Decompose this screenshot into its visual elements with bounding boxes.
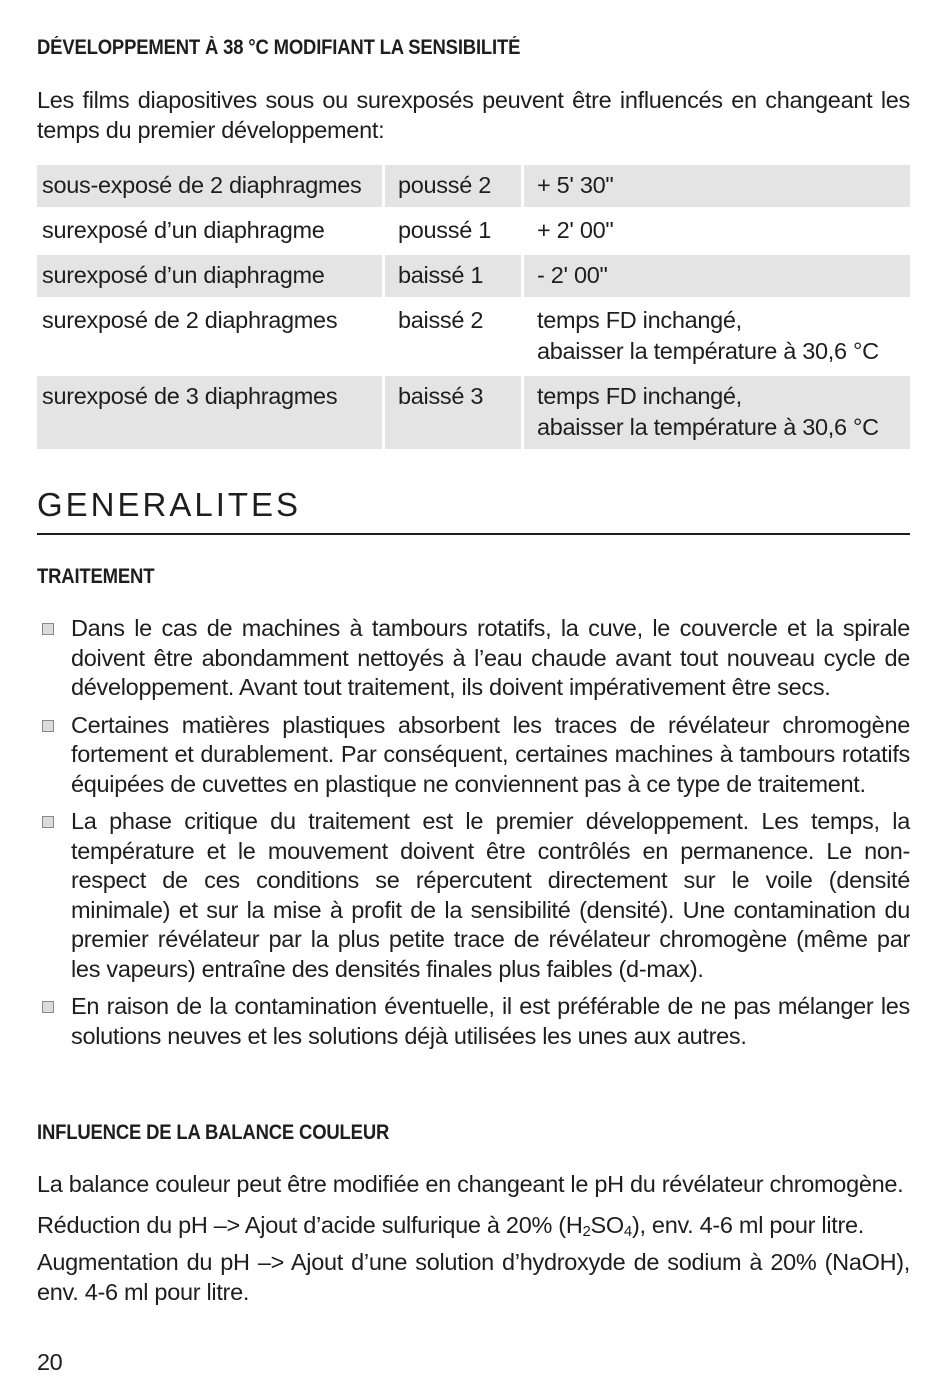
- time-text: temps FD inchangé,: [537, 383, 742, 409]
- list-item: [37, 807, 910, 984]
- action-cell: baissé 1: [385, 255, 524, 297]
- action-cell: poussé 2: [385, 165, 524, 207]
- bullet-text: Dans le cas de machines à tambours rotatifs, la cuve, le couvercle et la spirale doivent être abondamment nettoyés à l’eau chaude avant tout nouveau cycle de développement. Avant tout traitement, ils doivent impérativement être secs.: [71, 615, 910, 700]
- time-text: + 2' 00": [537, 217, 614, 243]
- balance-paragraph: La balance couleur peut être modifiée en changeant le pH du révélateur chromogène.: [37, 1171, 904, 1197]
- section-title-generalites: GENERALITES: [37, 486, 910, 535]
- section-heading-development: DÉVELOPPEMENT À 38 °C MODIFIANT LA SENSIBILITÉ: [37, 36, 521, 59]
- intro-paragraph: Les films diapositives sous ou surexposés peuvent être influencés en changeant les temps du premier développement:: [37, 87, 910, 143]
- bullet-text: La phase critique du traitement est le premier développement. Les temps, la température et le mouvement doivent être contrôlés en permanence. Le non-respect de ces conditions se répercutent directement sur le voile (densité minimale) et sur la mise à profit de la sensibilité (densité). Une contamination du premier révélateur par la plus petite trace de révélateur chromogène (même par les vapeurs) entraîne des densités finales plus faibles (d-max).: [71, 808, 910, 982]
- table-row: [37, 300, 910, 373]
- square-bullet-icon: [42, 816, 54, 828]
- action-cell: baissé 3: [385, 376, 524, 449]
- subscript-2: 2: [582, 1223, 591, 1240]
- treatment-bullet-list: [37, 614, 910, 1059]
- exposure-cell: sous-exposé de 2 diaphragmes: [37, 165, 385, 207]
- exposure-cell: surexposé de 3 diaphragmes: [37, 376, 385, 449]
- list-item: [37, 992, 910, 1051]
- reduction-text-mid: SO: [590, 1212, 624, 1238]
- time-cell: [524, 210, 910, 252]
- time-text: temps FD inchangé,: [537, 307, 742, 333]
- exposure-cell: surexposé d’un diaphragme: [37, 210, 385, 252]
- time-cell: [524, 300, 910, 373]
- bullet-text: En raison de la contamination éventuelle, il est préférable de ne pas mélanger les solutions neuves et les solutions déjà utilisées les unes aux autres.: [71, 993, 910, 1049]
- time-cell: [524, 376, 910, 449]
- action-cell: poussé 1: [385, 210, 524, 252]
- reduction-text-start: Réduction du pH –> Ajout d’acide sulfurique à 20% (H: [37, 1212, 583, 1238]
- exposure-cell: surexposé d’un diaphragme: [37, 255, 385, 297]
- square-bullet-icon: [42, 720, 54, 732]
- exposure-table: [37, 162, 910, 452]
- action-cell: baissé 2: [385, 300, 524, 373]
- time-cell: [524, 255, 910, 297]
- subheading-traitement: TRAITEMENT: [37, 565, 155, 588]
- bullet-text: Certaines matières plastiques absorbent les traces de révélateur chromogène fortement et durablement. Par conséquent, certaines machines à tambours rotatifs équipées de cuvettes en plastique ne conviennent pas à ce type de traitement.: [71, 711, 910, 797]
- ph-augmentation-paragraph: Augmentation du pH –> Ajout d’une solution d’hydroxyde de sodium à 20% (NaOH), env. 4-6 ml pour litre.: [37, 1249, 910, 1305]
- exposure-cell: surexposé de 2 diaphragmes: [37, 300, 385, 373]
- time-note-text: abaisser la température à 30,6 °C: [537, 414, 879, 440]
- table-row: [37, 165, 910, 207]
- list-item: [37, 711, 910, 800]
- square-bullet-icon: [42, 1001, 54, 1013]
- time-cell: [524, 165, 910, 207]
- page-number: 20: [37, 1349, 63, 1375]
- square-bullet-icon: [42, 623, 54, 635]
- table-row: [37, 376, 910, 449]
- table-row: [37, 210, 910, 252]
- time-text: - 2' 00": [537, 262, 608, 288]
- time-note-text: abaisser la température à 30,6 °C: [537, 338, 879, 364]
- time-text: + 5' 30": [537, 172, 614, 198]
- ph-reduction-paragraph: [37, 1211, 910, 1241]
- list-item: [37, 614, 910, 703]
- subheading-color-balance: INFLUENCE DE LA BALANCE COULEUR: [37, 1121, 390, 1144]
- table-row: [37, 255, 910, 297]
- reduction-text-end: ), env. 4-6 ml pour litre.: [631, 1212, 865, 1238]
- subscript-4: 4: [623, 1223, 632, 1240]
